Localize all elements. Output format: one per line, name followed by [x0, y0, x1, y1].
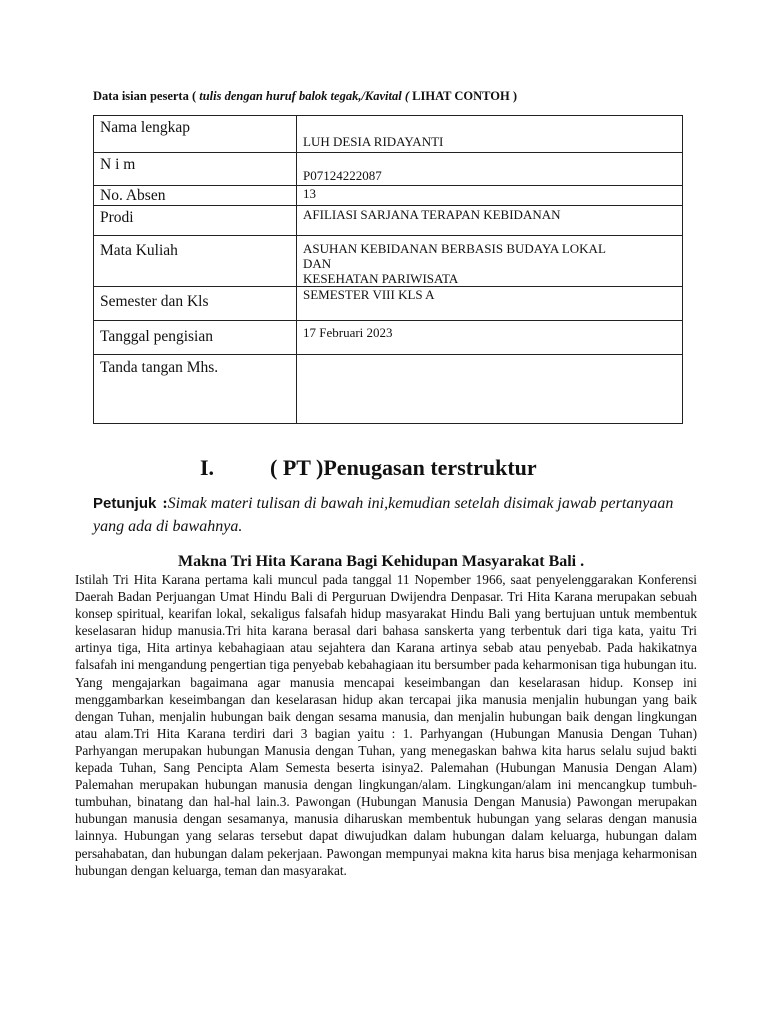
row-label-nim: N i m: [94, 153, 297, 186]
table-row: [94, 236, 683, 287]
row-value-mata-kuliah: [297, 236, 683, 287]
value-line: DAN: [303, 256, 332, 271]
row-value-tanggal: [297, 321, 683, 355]
row-label-absen: No. Absen: [94, 186, 297, 206]
value-line: KESEHATAN PARIWISATA: [303, 271, 459, 286]
article-title: Makna Tri Hita Karana Bagi Kehidupan Masyarakat Bali .: [178, 553, 585, 570]
section-heading: [200, 455, 537, 481]
value-text: LUH DESIA RIDAYANTI: [303, 134, 444, 149]
row-value-prodi: [297, 206, 683, 236]
table-row: [94, 321, 683, 355]
value-text: P07124222087: [303, 168, 382, 183]
value-text: SEMESTER VIII KLS A: [303, 287, 435, 302]
row-value-absen: [297, 186, 683, 206]
intro-prefix: Data isian peserta (: [93, 89, 200, 103]
table-row: [94, 355, 683, 424]
row-label-tanggal: Tanggal pengisian: [94, 321, 297, 355]
row-label-mata-kuliah: Mata Kuliah: [94, 236, 297, 287]
value-text: AFILIASI SARJANA TERAPAN KEBIDANAN: [303, 207, 561, 222]
intro-suffix: LIHAT CONTOH ): [412, 89, 518, 103]
table-row: [94, 116, 683, 153]
intro-italic: tulis dengan huruf balok tegak,/Kavital (: [199, 89, 413, 103]
table-row: [94, 206, 683, 236]
section-title: ( PT )Penugasan terstruktur: [270, 455, 537, 480]
petunjuk-colon: :: [162, 495, 168, 512]
row-label-semester: Semester dan Kls: [94, 287, 297, 321]
signature-field[interactable]: [297, 355, 683, 424]
table-row: [94, 186, 683, 206]
petunjuk-label: Petunjuk: [93, 495, 157, 512]
value-text: 13: [303, 186, 316, 201]
value-line: ASUHAN KEBIDANAN BERBASIS BUDAYA LOKAL: [303, 241, 606, 256]
row-label-tanda-tangan: Tanda tangan Mhs.: [94, 355, 297, 424]
row-label-prodi: Prodi: [94, 206, 297, 236]
row-value-semester: [297, 287, 683, 321]
row-value-nim: [297, 153, 683, 186]
table-row: [94, 287, 683, 321]
value-text: 17 Februari 2023: [303, 325, 393, 340]
row-value-nama: [297, 116, 683, 153]
table-row: [94, 153, 683, 186]
article-body: Istilah Tri Hita Karana pertama kali muncul pada tanggal 11 Nopember 1966, saat penyelenggarakan Konferensi Daerah Badan Perjuangan Umat Hindu Bali di Perguruan Dwijendra Denpasar. Tri Hita Karana merupakan sebuah konsep spiritual, kearifan lokal, sekaligus falsafah hidup masyarakat Hindu Bali yang bertujuan untuk membentuk keselasaran hidup manusia.Tri hita karana berasal dari bahasa sanskerta yang terbentuk dari tiga kata, yaitu Tri artinya tiga, Hita artinya kebahagiaan atau sejahtera dan Karana artinya sebab atau penyebab. Pada hakikatnya falsafah ini mengandung pengertian tiga penyebab kebahagiaan itu bersumber pada keharmonisan tiga hubungan itu. Yang mengajarkan bagaimana agar manusia mencapai keseimbangan dan keselarasan hidup. Konsep ini menggambarkan keseimbangan dan keselarasan hidup akan tercapai jika manusia menjalin hubungan yang baik dengan Tuhan, menjalin hubungan baik dengan sesama manusia, dan menjalin hubungan baik dengan lingkungan atau alam.Tri Hita Karana terdiri dari 3 bagian yaitu : 1. Parhyangan (Hubungan Manusia Dengan Tuhan) Parhyangan merupakan hubungan Manusia dengan Tuhan, yang menegaskan bahwa kita harus selalu sujud bakti kepada Tuhan, Sang Pencipta Alam Semesta beserta isinya2. Palemahan (Hubungan Manusia Dengan Alam) Palemahan merupakan hubungan manusia dengan lingkungan/alam. Lingkungan/alam ini mencangkup tumbuh-tumbuhan, binatang dan hal-hal lain.3. Pawongan (Hubungan Manusia Dengan Manusia) Pawongan merupakan hubungan manusia dengan sesamanya, manusia diharuskan membentuk hubungan yang selaras dengan manusia lainnya. Hubungan yang selaras tersebut dapat diwujudkan dalam hubungan dalam keluarga, hubungan dalam persahabatan, dan hubungan dalam pekerjaan. Pawongan mempunyai makna kita harus bisa menjaga keharmonisan hubungan dengan keluarga, teman dan masyarakat.: [75, 572, 697, 878]
petunjuk-instruction: Simak materi tulisan di bawah ini,kemudian setelah disimak jawab pertanyaan yang ada di bawahnya.: [93, 495, 674, 535]
identity-table: [93, 115, 683, 424]
intro-instruction: [93, 89, 517, 104]
section-number: I.: [200, 455, 215, 480]
petunjuk-block: [93, 492, 693, 538]
row-label-nama: Nama lengkap: [94, 116, 297, 153]
